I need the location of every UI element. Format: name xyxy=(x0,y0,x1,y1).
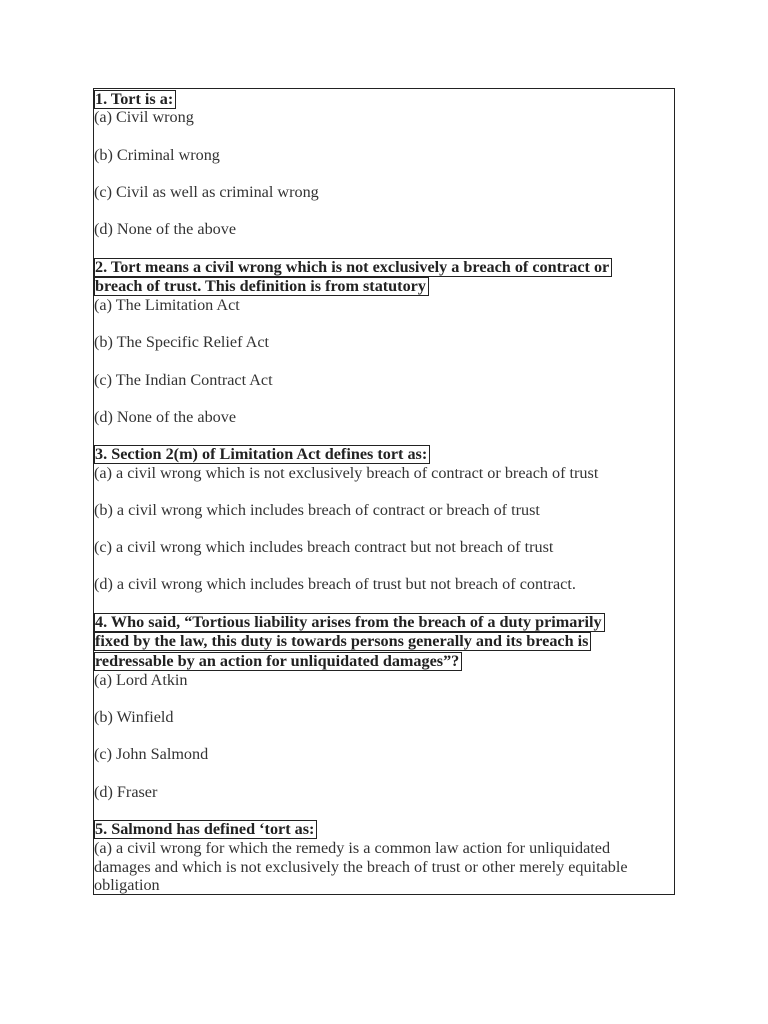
question-5-answer-line-2: damages and which is not exclusively the breach of trust or other merely equitable xyxy=(94,858,628,876)
question-1-line-1 xyxy=(94,90,176,109)
question-5-text: 5. Salmond has defined ‘tort as: xyxy=(94,820,317,839)
question-2-option-d: (d) None of the above xyxy=(94,408,237,426)
question-1-option-d: (d) None of the above xyxy=(94,220,237,238)
question-2-line-2 xyxy=(94,277,429,296)
question-3-option-a: (a) a civil wrong which is not exclusively breach of contract or breach of trust xyxy=(94,464,599,482)
question-4-text-3: redressable by an action for unliquidated damages”? xyxy=(94,652,462,671)
question-2-option-a: (a) The Limitation Act xyxy=(94,296,240,314)
question-3-option-d: (d) a civil wrong which includes breach of trust but not breach of contract. xyxy=(94,575,576,593)
question-4-option-b: (b) Winfield xyxy=(94,708,174,726)
question-4-line-3 xyxy=(94,652,462,671)
question-3-option-c: (c) a civil wrong which includes breach contract but not breach of trust xyxy=(94,538,554,556)
question-2-option-b: (b) The Specific Relief Act xyxy=(94,333,270,351)
question-4-line-2 xyxy=(94,632,591,651)
question-2-text-1: 2. Tort means a civil wrong which is not exclusively a breach of contract or xyxy=(94,258,612,277)
question-sheet xyxy=(93,88,675,895)
question-4-option-d: (d) Fraser xyxy=(94,783,158,801)
question-4-option-c: (c) John Salmond xyxy=(94,745,209,763)
question-5-line-1 xyxy=(94,820,317,839)
question-2-text-2: breach of trust. This definition is from statutory xyxy=(94,277,429,296)
question-1-option-b: (b) Criminal wrong xyxy=(94,146,220,164)
question-1-option-c: (c) Civil as well as criminal wrong xyxy=(94,183,319,201)
question-4-text-2: fixed by the law, this duty is towards persons generally and its breach is xyxy=(94,632,591,651)
question-1-option-a: (a) Civil wrong xyxy=(94,108,194,126)
question-3-text: 3. Section 2(m) of Limitation Act defines tort as: xyxy=(94,445,430,464)
question-2-option-c: (c) The Indian Contract Act xyxy=(94,371,273,389)
question-5-answer-line-3: obligation xyxy=(94,876,160,894)
question-3-option-b: (b) a civil wrong which includes breach of contract or breach of trust xyxy=(94,501,540,519)
question-2-line-1 xyxy=(94,258,612,277)
question-4-option-a: (a) Lord Atkin xyxy=(94,671,188,689)
question-4-line-1 xyxy=(94,613,605,632)
question-3-line-1 xyxy=(94,445,430,464)
question-1-text: 1. Tort is a: xyxy=(94,90,176,109)
question-4-text-1: 4. Who said, “Tortious liability arises from the breach of a duty primarily xyxy=(94,613,605,632)
question-5-answer-line-1: (a) a civil wrong for which the remedy is a common law action for unliquidated xyxy=(94,839,611,857)
